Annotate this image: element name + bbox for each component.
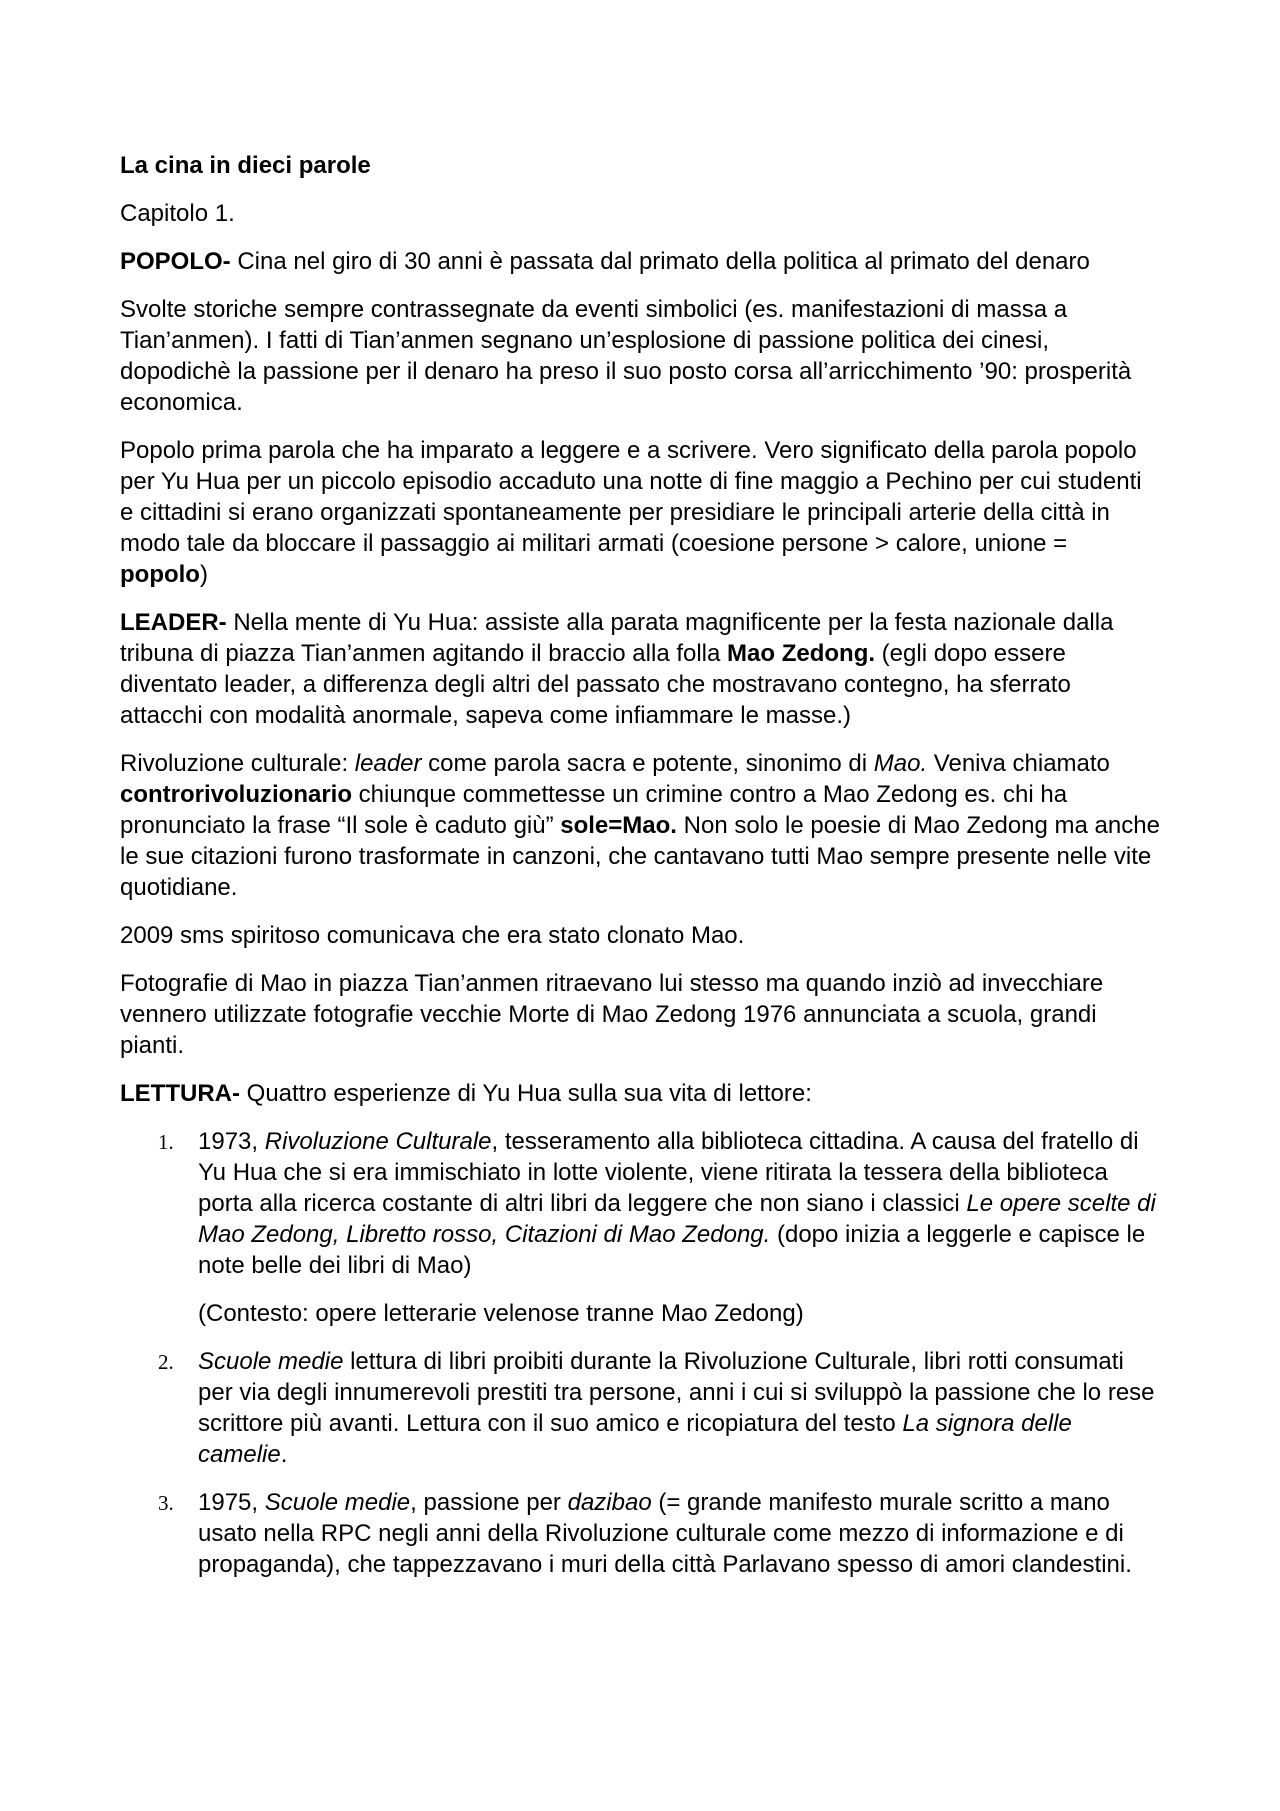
leader-label: LEADER- [120, 609, 227, 636]
list-number: 2. [158, 1350, 174, 1374]
leader-paragraph-1: LEADER- Nella mente di Yu Hua: assiste alla parata magnificente per la festa nazionale dalla tribuna di piazza Tian’anmen agitando il braccio alla folla Mao Zedong. (egli dopo essere diventato leader, a differenza degli altri del passato che mostravano contegno, ha sferrato attacchi con modalità anormale, sapeva come infiammare le masse.) [120, 609, 1114, 729]
lettura-list [120, 1126, 1160, 1580]
list-item: 2. Scuole medie lettura di libri proibiti durante la Rivoluzione Culturale, libri rotti consumati per via degli innumerevoli prestiti tra persone, anni i cui si sviluppò la passione che lo rese scrittore più avanti. Lettura con il suo amico e ricopiatura del testo La signora delle camelie. [158, 1348, 1155, 1468]
popolo-paragraph-2: Svolte storiche sempre contrassegnate da eventi simbolici (es. manifestazioni di massa a Tian’anmen). I fatti di Tian’anmen segnano un’esplosione di passione politica dei cinesi, dopodichè la passione per il denaro ha preso il suo posto corsa all’arricchimento ’90: prosperità economica. [120, 296, 1132, 416]
lettura-label: LETTURA- [120, 1080, 240, 1107]
lettura-intro: LETTURA- Quattro esperienze di Yu Hua sulla sua vita di lettore: [120, 1080, 812, 1107]
popolo-label: POPOLO- [120, 248, 231, 275]
list-item: 3. 1975, Scuole medie, passione per dazibao (= grande manifesto murale scritto a mano usato nella RPC negli anni della Rivoluzione culturale come mezzo di informazione e di propaganda), che tappezzavano i muri della città Parlavano spesso di amori clandestini. [158, 1489, 1132, 1578]
context-note: (Contesto: opere letterarie velenose tranne Mao Zedong) [198, 1300, 804, 1327]
leader-paragraph-3: 2009 sms spiritoso comunicava che era stato clonato Mao. [120, 922, 745, 949]
list-number: 1. [158, 1130, 174, 1154]
popolo-paragraph-3: Popolo prima parola che ha imparato a leggere e a scrivere. Vero significato della parola popolo per Yu Hua per un piccolo episodio accaduto una notte di fine maggio a Pechino per cui studenti e cittadini si erano organizzati spontaneamente per presidiare le principali arterie della città in modo tale da bloccare il passaggio ai militari armati (coesione persone > calore, unione = popolo) [120, 437, 1142, 588]
list-item: 1. 1973, Rivoluzione Culturale, tesseramento alla biblioteca cittadina. A causa del fratello di Yu Hua che si era immischiato in lotte violente, viene ritirata la tessera della biblioteca porta alla ricerca costante di altri libri da leggere che non siano i classici Le opere scelte di Mao Zedong, Libretto rosso, Citazioni di Mao Zedong. (dopo inizia a leggerle e capisce le note belle dei libri di Mao) (Contesto: opere letterarie velenose tranne Mao Zedong) [120, 1126, 1160, 1329]
leader-paragraph-2: Rivoluzione culturale: leader come parola sacra e potente, sinonimo di Mao. Veniva chiamato controrivoluzionario chiunque commettesse un crimine contro a Mao Zedong es. chi ha pronunciato la frase “Il sole è caduto giù” sole=Mao. Non solo le poesie di Mao Zedong ma anche le sue citazioni furono trasformate in canzoni, che cantavano tutti Mao sempre presente nelle vite quotidiane. [120, 750, 1160, 901]
document-title: La cina in dieci parole [120, 152, 371, 179]
chapter-heading: Capitolo 1. [120, 200, 235, 227]
leader-paragraph-4: Fotografie di Mao in piazza Tian’anmen ritraevano lui stesso ma quando inziò ad invecchiare vennero utilizzate fotografie vecchie Morte di Mao Zedong 1976 annunciata a scuola, grandi pianti. [120, 970, 1104, 1059]
list-number: 3. [158, 1491, 174, 1515]
popolo-paragraph-1: POPOLO- Cina nel giro di 30 anni è passata dal primato della politica al primato del denaro [120, 248, 1090, 275]
